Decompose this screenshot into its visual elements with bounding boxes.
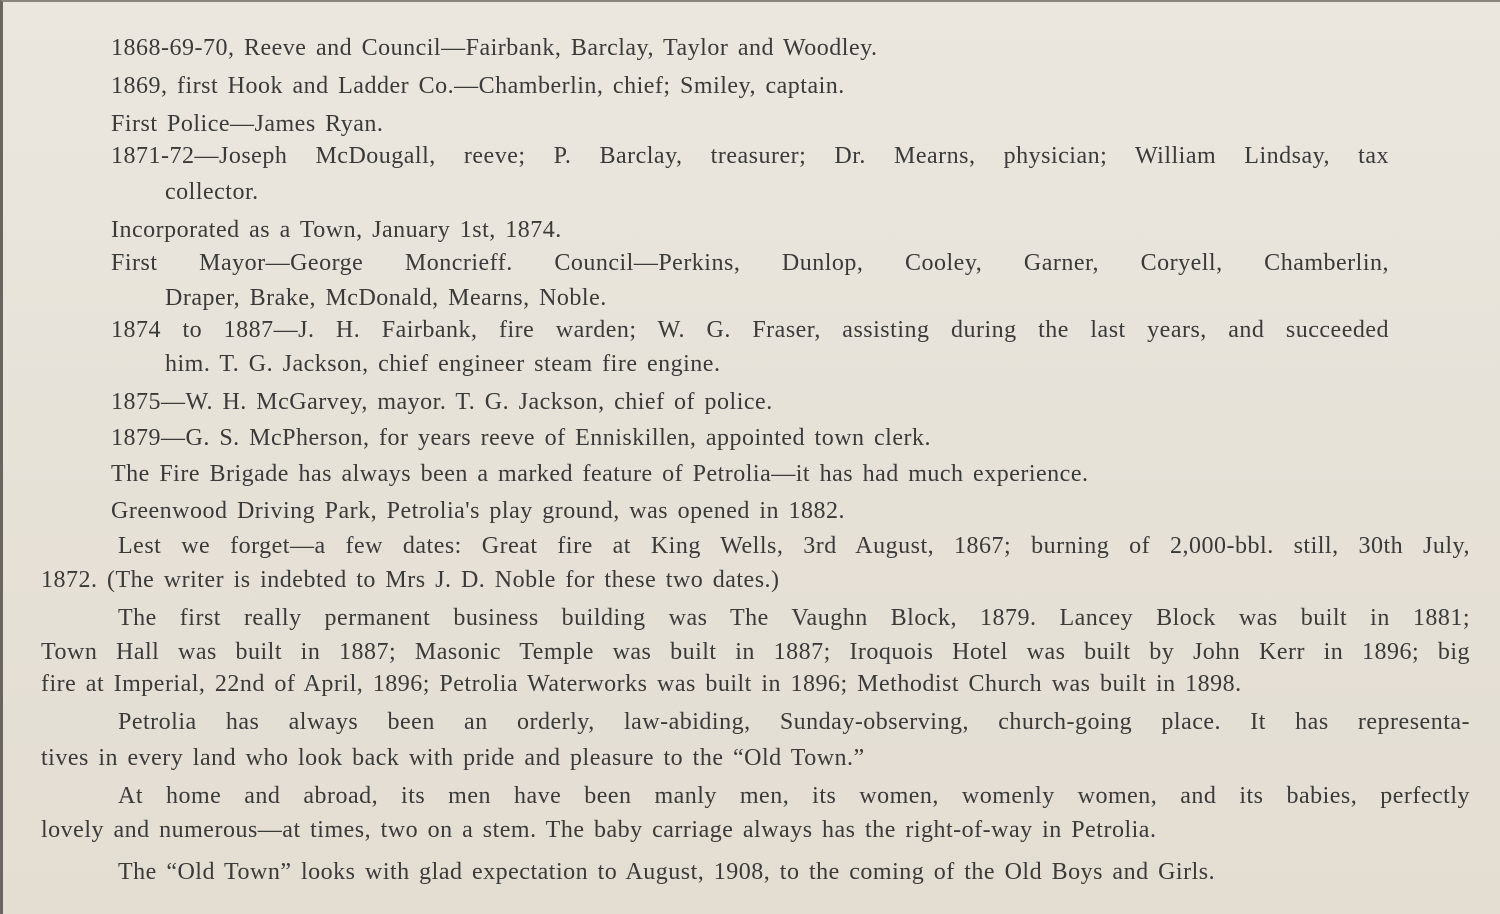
paragraph-old-town: The “Old Town” looks with glad expectation to August, 1908, to the coming of the Old Boys and Girls. (118, 859, 1216, 885)
paragraph-orderly-line-2: tives in every land who look back with pride and pleasure to the “Old Town.” (41, 745, 865, 771)
paragraph-buildings-line-1: The first really permanent business building was The Vaughn Block, 1879. Lancey Block was built in 1881; (118, 605, 1470, 631)
entry-first-mayor: First Mayor—George Moncrieff. Council—Perkins, Dunlop, Cooley, Garner, Coryell, Chamberlin, (111, 250, 1389, 276)
entry-first-police: First Police—James Ryan. (111, 111, 384, 137)
entry-first-mayor-cont: Draper, Brake, McDonald, Mearns, Noble. (165, 285, 607, 311)
entry-1874-fire-warden: 1874 to 1887—J. H. Fairbank, fire warden; W. G. Fraser, assisting during the last years, and succeeded (111, 317, 1389, 343)
entry-1871-officers-cont: collector. (165, 179, 259, 205)
paragraph-dates-line-1: Lest we forget—a few dates: Great fire at King Wells, 3rd August, 1867; burning of 2,000-bbl. still, 30th July, (118, 533, 1470, 559)
paragraph-buildings-line-3: fire at Imperial, 22nd of April, 1896; Petrolia Waterworks was built in 1896; Methodist Church was built in 1898. (41, 671, 1242, 697)
entry-fire-brigade: The Fire Brigade has always been a marked feature of Petrolia—it has had much experience. (111, 461, 1089, 487)
paragraph-home-abroad-line-2: lovely and numerous—at times, two on a stem. The baby carriage always has the right-of-way in Petrolia. (41, 817, 1157, 843)
entry-1871-officers: 1871-72—Joseph McDougall, reeve; P. Barclay, treasurer; Dr. Mearns, physician; William Lindsay, tax (111, 143, 1389, 169)
paragraph-dates-line-2: 1872. (The writer is indebted to Mrs J. D. Noble for these two dates.) (41, 567, 780, 593)
paragraph-orderly-line-1: Petrolia has always been an orderly, law-abiding, Sunday-observing, church-going place. It has representa- (118, 709, 1470, 735)
entry-1875-mayor: 1875—W. H. McGarvey, mayor. T. G. Jackson, chief of police. (111, 389, 773, 415)
entry-1868-reeve-council: 1868-69-70, Reeve and Council—Fairbank, Barclay, Taylor and Woodley. (111, 35, 878, 61)
entry-incorporated: Incorporated as a Town, January 1st, 1874. (111, 217, 562, 243)
paragraph-buildings-line-2: Town Hall was built in 1887; Masonic Temple was built in 1887; Iroquois Hotel was built by John Kerr in 1896; big (41, 639, 1470, 665)
entry-1874-fire-warden-cont: him. T. G. Jackson, chief engineer steam fire engine. (165, 351, 721, 377)
entry-1879-clerk: 1879—G. S. McPherson, for years reeve of Enniskillen, appointed town clerk. (111, 425, 931, 451)
entry-1869-hook-ladder: 1869, first Hook and Ladder Co.—Chamberlin, chief; Smiley, captain. (111, 73, 845, 99)
paragraph-home-abroad-line-1: At home and abroad, its men have been manly men, its women, womenly women, and its babies, perfectly (118, 783, 1470, 809)
entry-driving-park: Greenwood Driving Park, Petrolia's play ground, was opened in 1882. (111, 498, 846, 524)
